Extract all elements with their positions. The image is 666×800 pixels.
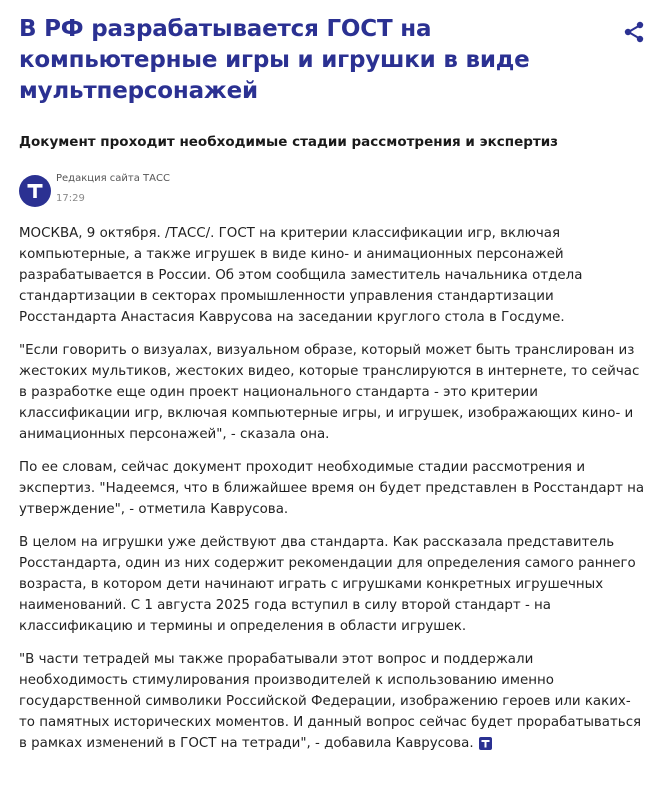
author-name[interactable]: Редакция сайта ТАСС — [56, 173, 170, 184]
publish-time: 17:29 — [56, 193, 85, 204]
article-headline: В РФ разрабатывается ГОСТ на компьютерные игры и игрушки в виде мультперсонажей — [19, 16, 530, 104]
tass-logo-icon — [26, 182, 44, 200]
article-paragraph: По ее словам, сейчас документ проходит необходимые стадии рассмотрения и экспертиз. "Надеемся, что в ближайшее время он будет представлен в Росстандарт на утверждение", - отметила Каврусова. — [19, 460, 645, 517]
byline-text — [56, 173, 170, 206]
article-lead: Документ проходит необходимые стадии рассмотрения и экспертиз — [19, 134, 559, 150]
byline — [19, 175, 646, 207]
share-icon — [622, 20, 646, 44]
article-body — [19, 223, 646, 754]
tass-end-mark-icon — [479, 737, 492, 750]
article-paragraph: МОСКВА, 9 октября. /ТАСС/. ГОСТ на критерии классификации игр, включая компьютерные, а также игрушек в виде кино- и анимационных персонажей разрабатывается в России. Об этом сообщила заместитель начальника отдела стандартизации в секторах промышленности управления стандартизации Росстандарта Анастасия Каврусова на заседании круглого стола в Госдуме. — [19, 226, 583, 325]
article-paragraph-text: "В части тетрадей мы также прорабатывали этот вопрос и поддержали необходимость стимулирования производителей к использованию именно государственной символики Российской Федерации, изображению героев или каких-то памятных исторических моментов. И данный вопрос сейчас будет прорабатываться в рамках изменений в ГОСТ на тетради", - добавила Каврусова. — [19, 652, 642, 751]
article-paragraph-last — [19, 649, 646, 754]
author-avatar[interactable] — [19, 175, 51, 207]
article-paragraph: В целом на игрушки уже действуют два стандарта. Как рассказала представитель Росстандарта, один из них содержит рекомендации для определения самого раннего возраста, в котором дети начинают играть с игрушками конкретных игрушечных наименований. С 1 августа 2025 года вступил в силу второй стандарт - на классификацию и термины и определения в области игрушек. — [19, 535, 636, 634]
article-paragraph: "Если говорить о визуалах, визуальном образе, который может быть транслирован из жестоких мультиков, жестоких видео, которые транслируются в интернете, то сейчас в разработке еще один проект национального стандарта - это критерии классификации игр, включая компьютерные игры, и игрушек, изображающих кино- и анимационных персонажей", - сказала она. — [19, 343, 640, 442]
share-button[interactable] — [622, 20, 646, 44]
